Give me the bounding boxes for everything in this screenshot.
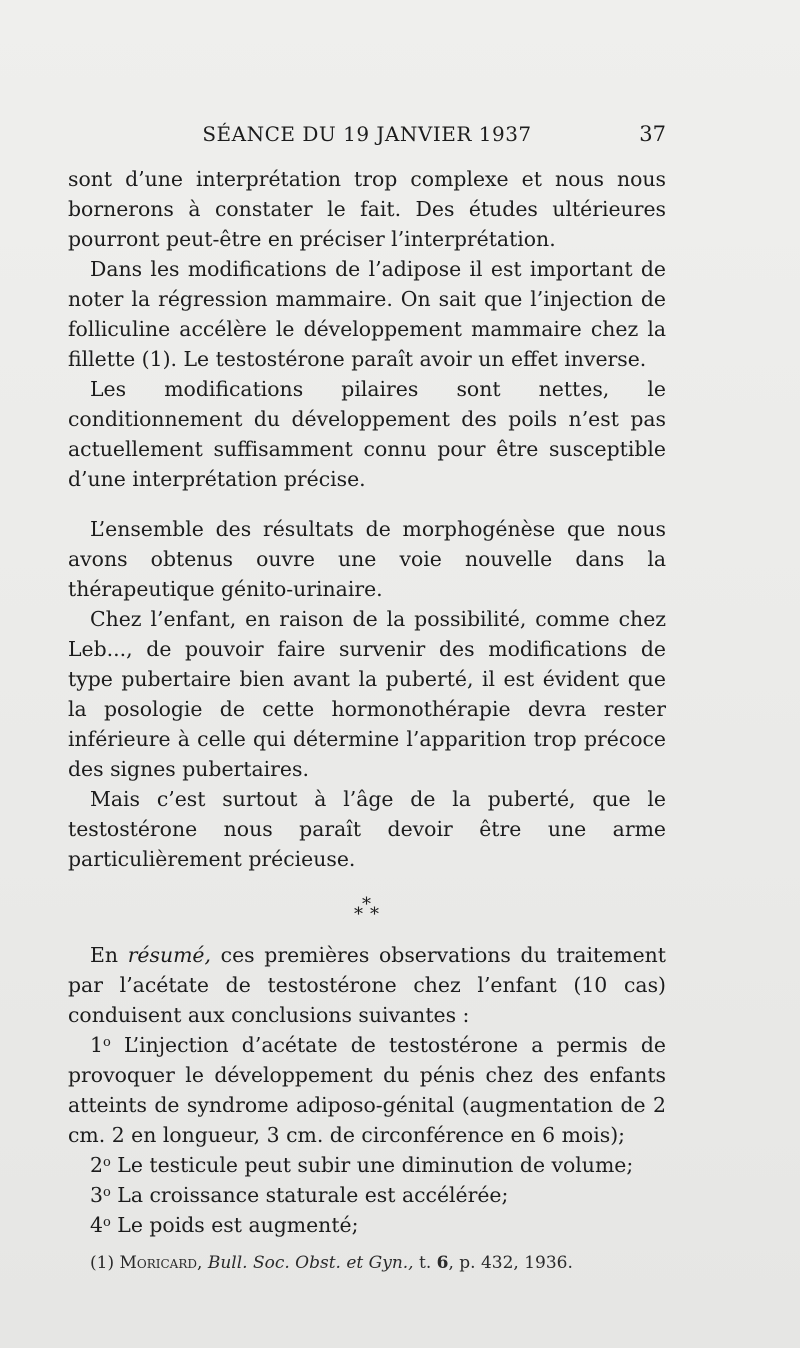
summary-lead-italic: résumé, xyxy=(127,943,211,967)
conclusion-number: 3 xyxy=(90,1183,103,1207)
conclusion-text: Le testicule peut subir une diminution de volume; xyxy=(110,1153,634,1177)
summary-lead-in: En xyxy=(90,943,128,967)
page-number: 37 xyxy=(639,122,666,146)
footnote-journal: Bull. Soc. Obst. et Gyn., xyxy=(202,1253,414,1273)
conclusion-ordinal: o xyxy=(102,1185,111,1200)
footnote-ref-post: , p. 432, 1936. xyxy=(448,1253,573,1273)
summary-lead-rest: ces premières observations du traitement par l’acétate de testostérone chez l’enfant (10 cas) conduisent aux conclusions suivantes : xyxy=(68,943,666,1027)
conclusion-ordinal: o xyxy=(102,1035,111,1050)
footnote-author: Moricard, xyxy=(119,1253,203,1273)
asterism-star-right: * xyxy=(370,904,379,925)
asterism xyxy=(68,882,666,940)
conclusion-ordinal: o xyxy=(102,1215,111,1230)
footnote-marker: (1) xyxy=(90,1253,120,1273)
paragraph-enfant: Chez l’enfant, en raison de la possibilité, comme chez Leb..., de pouvoir faire survenir des modifications de type pubertaire bien avant la puberté, il est évident que la posologie de cette hormonothérapie devra rester inférieure à celle qui détermine l’apparition trop précoce des signes pubertaires. xyxy=(68,607,666,781)
footnote-volume: 6 xyxy=(436,1253,449,1273)
conclusion-number: 2 xyxy=(90,1153,103,1177)
page-header xyxy=(68,122,666,158)
paragraph-ensemble: L’ensemble des résultats de morphogénèse que nous avons obtenus ouvre une voie nouvelle dans la thérapeutique génito-urinaire. xyxy=(68,517,666,601)
conclusion-text: La croissance staturale est accélérée; xyxy=(110,1183,509,1207)
asterism-star-top: * xyxy=(362,894,371,915)
body-text xyxy=(68,164,666,1276)
conclusion-number: 4 xyxy=(90,1213,103,1237)
paragraph-puberte: Mais c’est surtout à l’âge de la puberté, que le testostérone nous paraît devoir être une arme particulièrement précieuse. xyxy=(68,787,666,871)
asterism-star-left: * xyxy=(354,904,363,925)
conclusion-item-2 xyxy=(68,1150,666,1180)
paragraph-pilaires: Les modifications pilaires sont nettes, le conditionnement du développement des poils n’est pas actuellement suffisamment connu pour être susceptible d’une interprétation précise. xyxy=(68,377,666,491)
conclusion-number: 1 xyxy=(90,1033,103,1057)
summary-paragraph xyxy=(68,940,666,1030)
conclusion-ordinal: o xyxy=(102,1155,111,1170)
conclusion-text: Le poids est augmenté; xyxy=(110,1213,359,1237)
footnote xyxy=(68,1250,666,1276)
paragraph-adipose: Dans les modifications de l’adipose il est important de noter la régression mammaire. On sait que l’injection de folliculine accélère le développement mammaire chez la fillette (1). Le testostérone paraît avoir un effet inverse. xyxy=(68,257,666,371)
footnote-ref-pre: t. xyxy=(413,1253,437,1273)
running-head: SÉANCE DU 19 JANVIER 1937 xyxy=(202,122,532,146)
paragraph-continuation: sont d’une interprétation trop complexe et nous nous bornerons à constater le fait. Des études ultérieures pourront peut-être en préciser l’interprétation. xyxy=(68,167,666,251)
conclusion-text: L’injection d’acétate de testostérone a permis de provoquer le développement du pénis chez des enfants atteints de syndrome adiposo-génital (augmentation de 2 cm. 2 en longueur, 3 cm. de circonférence en 6 mois); xyxy=(68,1033,666,1147)
conclusion-item-3 xyxy=(68,1180,666,1210)
conclusion-item-1 xyxy=(68,1030,666,1150)
conclusion-item-4 xyxy=(68,1210,666,1240)
